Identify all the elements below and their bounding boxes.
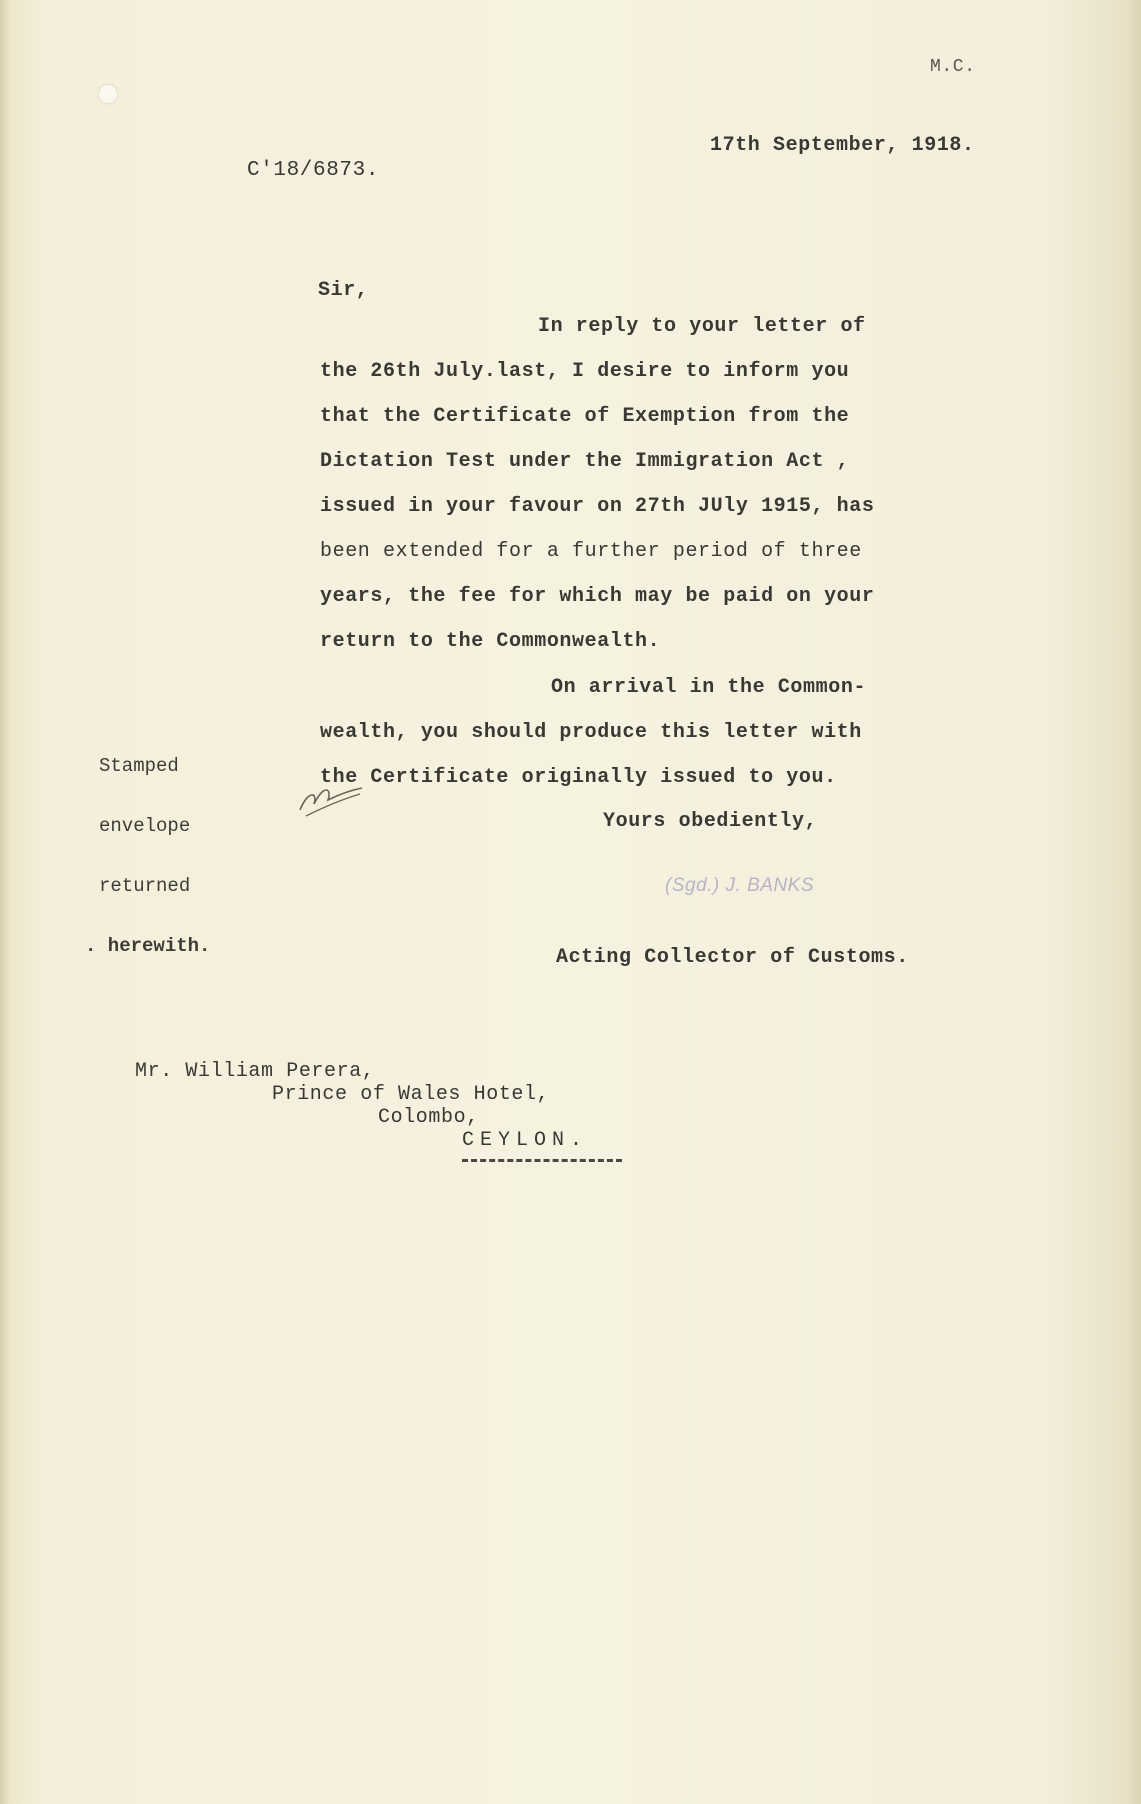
body-line: the 26th July.last, I desire to inform you	[320, 360, 850, 383]
address-line: Prince of Wales Hotel,	[272, 1083, 550, 1106]
body-line: On arrival in the Common-	[551, 676, 867, 699]
header-mark: M.C.	[930, 57, 976, 77]
body-line: that the Certificate of Exemption from the	[320, 405, 850, 428]
page-right-edge	[1127, 0, 1141, 1804]
address-line: CEYLON.	[462, 1129, 589, 1152]
address-underline	[462, 1159, 622, 1162]
address-line: Colombo,	[378, 1106, 479, 1129]
body-line: issued in your favour on 27th JUly 1915, has	[320, 495, 875, 518]
body-line: In reply to your letter of	[538, 315, 866, 338]
body-line: years, the fee for which may be paid on your	[320, 585, 875, 608]
salutation: Sir,	[318, 279, 369, 302]
margin-note-line: envelope	[99, 815, 191, 837]
page-left-edge	[0, 0, 10, 1804]
margin-note	[85, 716, 211, 996]
margin-note-line: Stamped	[99, 755, 179, 777]
body-line: the Certificate originally issued to you.	[320, 766, 837, 789]
closing: Yours obediently,	[603, 810, 818, 833]
address-line: Mr. William Perera,	[135, 1060, 375, 1083]
signature: (Sgd.) J. BANKS	[665, 875, 814, 896]
handwritten-initials	[296, 770, 366, 820]
body-line: return to the Commonwealth.	[320, 630, 661, 653]
body-line: Dictation Test under the Immigration Act ,	[320, 450, 850, 473]
letter-date: 17th September, 1918.	[710, 134, 975, 157]
paper-damage-mark	[99, 85, 117, 103]
margin-note-line: . herewith.	[85, 935, 211, 957]
signatory-title: Acting Collector of Customs.	[556, 946, 909, 969]
body-line: been extended for a further period of three	[320, 540, 862, 563]
reference-number: C'18/6873.	[247, 159, 380, 182]
body-line: wealth, you should produce this letter with	[320, 721, 862, 744]
margin-note-line: returned	[99, 875, 191, 897]
